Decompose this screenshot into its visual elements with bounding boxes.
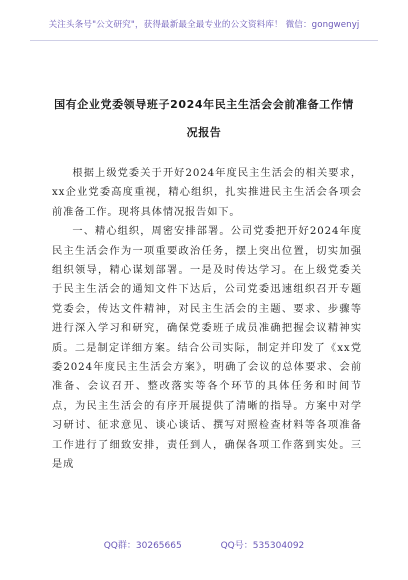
header-divider <box>30 40 378 41</box>
footer-qq-group: QQ群：30265665 <box>103 541 182 551</box>
footer-qq-number: QQ号：535304092 <box>220 541 305 551</box>
document-title-line-1: 国有企业党委领导班子2024年民主生活会会前准备工作情 <box>54 98 354 111</box>
footer-contact <box>0 538 408 551</box>
document-body <box>52 164 362 475</box>
paragraph-intro: 根据上级党委关于开好2024年度民主生活会的相关要求，xx企业党委高度重视，精心组织，扎实推进民主生活会各项会前准备工作。现将具体情况报告如下。 <box>52 168 362 218</box>
top-banner: 关注头条号"公文研究"，获得最新最全最专业的公文资料库！ 微信：gongwenyj <box>48 20 360 30</box>
document-title-line-2: 况报告 <box>186 126 222 139</box>
paragraph-section-1: 一、精心组织，周密安排部署。公司党委把开好2024年度民主生活会作为一项重要政治任务，摆上突出位置，切实加强组织领导，精心谋划部署。一是及时传达学习。在上级党委关于民主生活会的通知文件下达后，公司党委迅速组织召开专题党委会，传达文件精神，对民主生活会的主题、要求、步骤等进行深入学习和研究，确保党委班子成员准确把握会议精神实质。二是制定详细方案。结合公司实际，制定并印发了《xx党委2024年度民主生活会方案》，明确了会议的总体要求、会前准备、会议召开、整改落实等各个环节的具体任务和时间节点，为民主生活会的有序开展提供了清晰的指导。方案中对学习研讨、征求意见、谈心谈话、撰写对照检查材料等各项准备工作进行了细致安排，责任到人，确保各项工作落到实处。三是成 <box>52 226 362 471</box>
